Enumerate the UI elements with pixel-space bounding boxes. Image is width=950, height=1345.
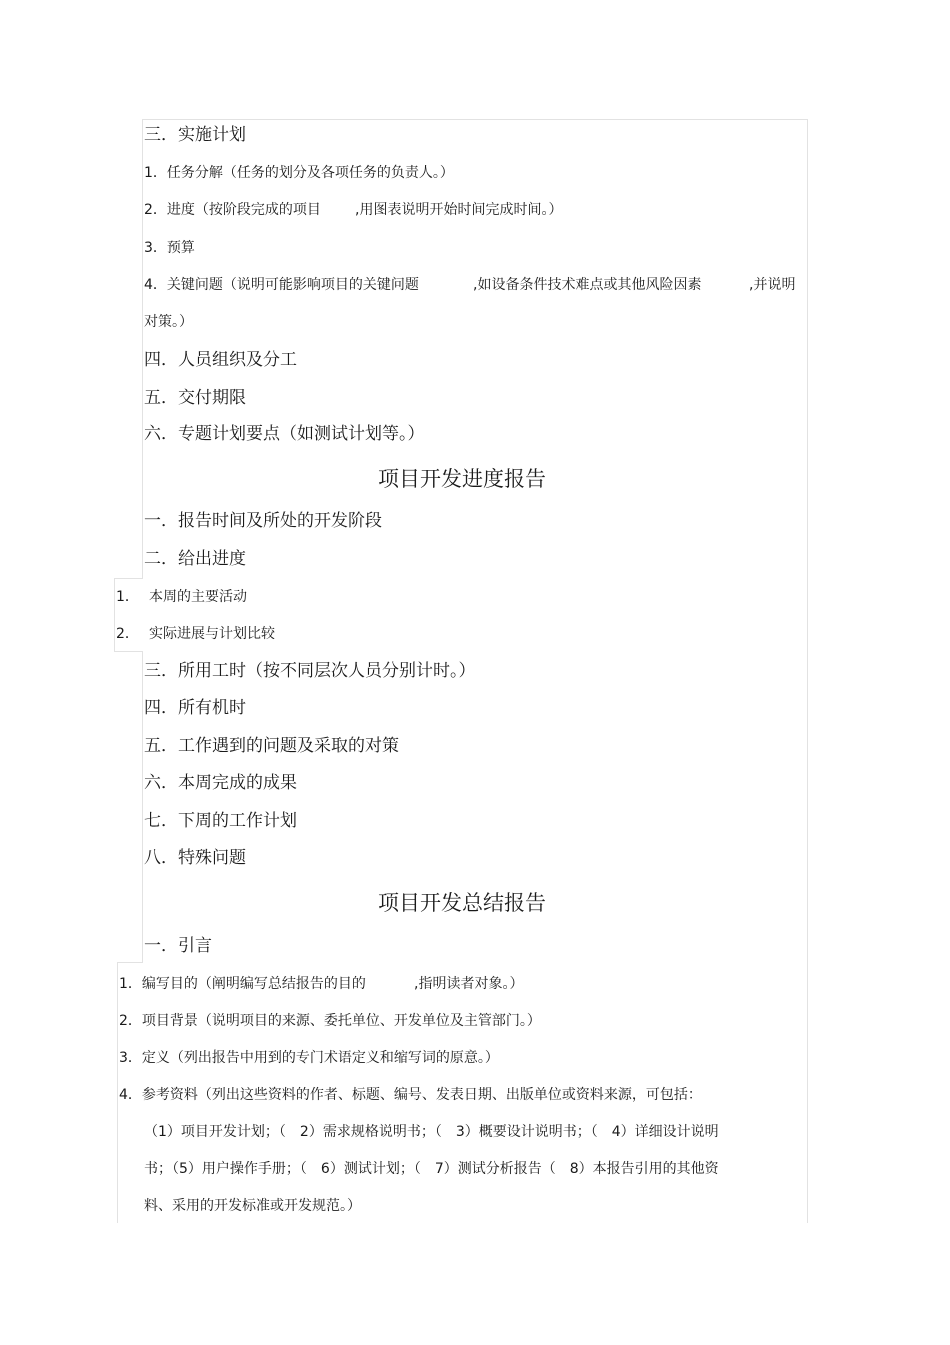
summary-item-references-line2: （1）项目开发计划；（ 2）需求规格说明书；（ 3）概要设计说明书；（ 4）详细设计说明 [144, 1124, 719, 1140]
progress-sub-weekly-activities [116, 590, 316, 606]
frame-notch-bottom [114, 651, 143, 652]
progress-heading-problems: 五．工作遇到的问题及采取的对策 [144, 736, 399, 756]
progress-report-title: 项目开发进度报告 [378, 467, 546, 491]
summary-item-background: 2．项目背景（说明项目的来源、委托单位、开发单位及主管部门。） [119, 1013, 541, 1029]
frame-left-border-middle [142, 651, 143, 963]
summary-item-references-line4: 料、采用的开发标准或开发规范。） [144, 1198, 361, 1214]
progress-sub-actual-vs-plan-text: 实际进展与计划比较 [149, 626, 275, 642]
frame-notch-top [114, 578, 143, 579]
plan-item-key-issues-part3: ,并说明 [749, 277, 796, 293]
plan-item-key-issues-part2: ,如设备条件技术难点或其他风险因素 [473, 277, 702, 293]
summary-item-purpose-part1: 1．编写目的（阐明编写总结报告的目的 [119, 976, 366, 992]
summary-item-definitions: 3．定义（列出报告中用到的专门术语定义和缩写词的原意。） [119, 1050, 499, 1066]
summary-item-purpose [119, 977, 719, 993]
progress-heading-machine-hours: 四．所有机时 [144, 698, 246, 718]
summary-item-purpose-part2: ,指明读者对象。） [414, 976, 524, 992]
progress-heading-special-issues: 八．特殊问题 [144, 848, 246, 868]
summary-item-references-line3: 书；（5）用户操作手册；（ 6）测试计划；（ 7）测试分析报告（ 8）本报告引用的其他资 [144, 1161, 719, 1177]
progress-heading-work-hours: 三．所用工时（按不同层次人员分别计时。） [144, 661, 476, 681]
section-heading-special-plan: 六．专题计划要点（如测试计划等。） [144, 424, 425, 444]
plan-item-key-issues [144, 278, 804, 294]
plan-item-task-breakdown: 1．任务分解（任务的划分及各项任务的负责人。） [144, 165, 454, 181]
frame-right-border [807, 119, 808, 1223]
progress-sub-actual-vs-plan-number: 2． [116, 626, 139, 642]
summary-report-title: 项目开发总结报告 [378, 891, 546, 915]
frame-top-border [142, 119, 808, 120]
progress-heading-results: 六．本周完成的成果 [144, 773, 297, 793]
plan-item-schedule [144, 203, 784, 219]
summary-item-references: 4．参考资料（列出这些资料的作者、标题、编号、发表日期、出版单位或资料来源，可包括： [119, 1087, 702, 1103]
plan-item-schedule-part1: 2．进度（按阶段完成的项目 [144, 202, 321, 218]
plan-item-budget: 3．预算 [144, 240, 195, 256]
progress-sub-actual-vs-plan [116, 627, 336, 643]
frame-notch-left [114, 578, 115, 652]
plan-item-schedule-part2: ,用图表说明开始时间完成时间。） [355, 202, 563, 218]
frame-left-border-upper [142, 119, 143, 579]
progress-heading-progress: 二．给出进度 [144, 549, 246, 569]
section-heading-staffing: 四．人员组织及分工 [144, 350, 297, 370]
progress-sub-weekly-activities-text: 本周的主要活动 [149, 589, 247, 605]
summary-heading-introduction: 一．引言 [144, 936, 212, 956]
section-heading-implementation-plan: 三．实施计划 [144, 125, 246, 145]
section-heading-delivery-deadline: 五．交付期限 [144, 388, 246, 408]
plan-item-key-issues-part1: 4．关键问题（说明可能影响项目的关键问题 [144, 277, 419, 293]
progress-heading-next-week-plan: 七．下周的工作计划 [144, 811, 297, 831]
progress-heading-report-time: 一．报告时间及所处的开发阶段 [144, 511, 382, 531]
frame-left-border-lower [117, 962, 118, 1223]
plan-item-key-issues-continuation: 对策。） [144, 314, 193, 330]
frame-step-top [117, 962, 143, 963]
progress-sub-weekly-activities-number: 1． [116, 589, 139, 605]
